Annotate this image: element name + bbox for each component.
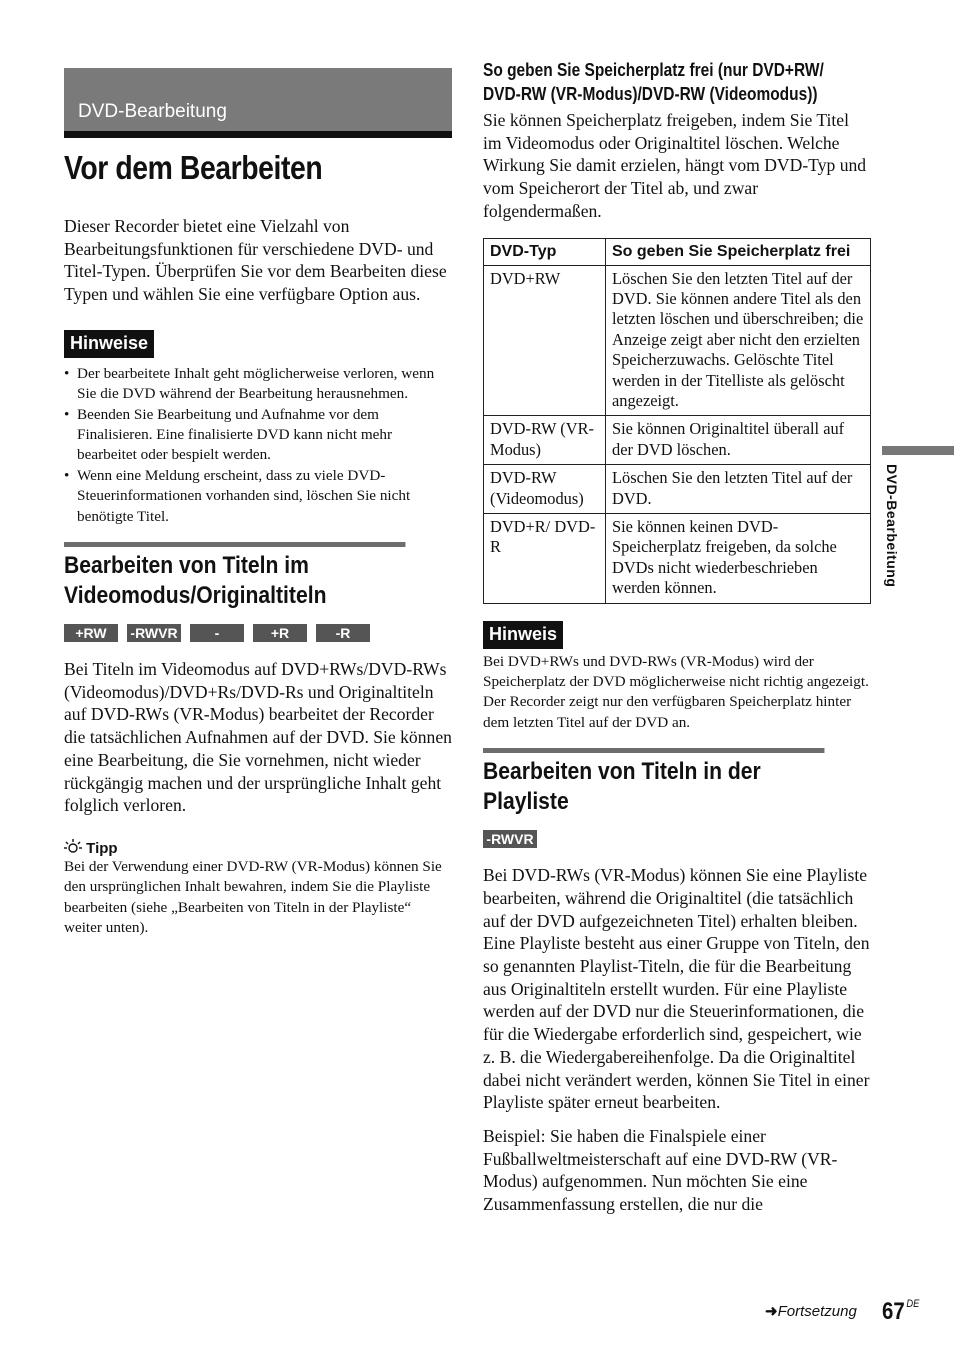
left-column (64, 68, 452, 939)
badge-minus-r: -R (316, 624, 370, 642)
heading-free-space (483, 58, 824, 106)
playlist-badges (483, 830, 871, 848)
table-cell: Sie können keinen DVD-Speicherplatz freigeben, da solche DVDs nicht wiederbeschrieben werden können. (606, 513, 871, 603)
table-header-row (484, 238, 871, 265)
page-title: Vor dem Bearbeiten (64, 149, 323, 186)
video-mode-paragraph: Bei Titeln im Videomodus auf DVD+RWs/DVD-RWs (Videomodus)/DVD+Rs/DVD-Rs und Originaltiteln auf DVD-RWs (VR-Modus) bearbeitet der Recorder die tatsächlichen Aufnahmen auf der DVD. Sie können eine Bearbeitung, die Sie vornehmen, nicht wieder rückgängig machen und der ursprüngliche Inhalt geht folglich verloren. (64, 659, 452, 816)
notes-list (64, 364, 452, 527)
playlist-paragraph: Bei DVD-RWs (VR-Modus) können Sie eine Playliste bearbeiten, während die Originaltitel (die tatsächlich auf der DVD aufgezeichneten Titel) erhalten bleiben. Eine Playliste besteht aus einer Gruppe von Titeln, den so genannten Playlist-Titeln, die für die Bearbeitung aus Originaltiteln erstellt wurden. Für eine Playliste werden auf der DVD nur die Steuerinformationen, die für die Wiedergabe erforderlich sind, gespeichert, wie z. B. die Wiedergabereihenfolge. Da die Originaltitel dabei nicht verändert werden, können Sie Titel in einer Playliste später erneut bearbeiten. (483, 865, 870, 1113)
note-item: • Wenn eine Meldung erscheint, dass zu viele DVD-Steuerinformationen vorhanden sind, löschen Sie nicht benötigte Titel. (64, 466, 452, 527)
badge-minus-rw-vr: -RWVR (127, 624, 181, 642)
badge-plus-r: +R (253, 624, 307, 642)
example-paragraph: Beispiel: Sie haben die Finalspiele einer Fußballweltmeisterschaft auf eine DVD-RW (VR-Modus) aufgenommen. Nun möchten Sie eine Zusammenfassung erstellen, die nur die (483, 1125, 838, 1215)
tip-heading (64, 839, 452, 857)
badge-minus-rw-video: -RWVideo (190, 625, 251, 660)
lightbulb-icon (64, 840, 86, 857)
notes-label: Hinweise (64, 330, 154, 358)
tip-paragraph: Bei der Verwendung einer DVD-RW (VR-Modus) können Sie den ursprünglichen Inhalt bewahren, indem Sie die Playliste bearbeiten (siehe „Bearbeiten von Titeln in der Playliste“ weiter unten). (64, 857, 442, 937)
badge-plus-rw: +RW (64, 624, 118, 642)
side-section-label: DVD-Bearbeitung (884, 464, 900, 588)
page-number-value: 67 (882, 1298, 905, 1325)
table-cell: DVD+RW (484, 265, 606, 416)
note-label: Hinweis (483, 621, 563, 649)
heading-video-mode (64, 542, 405, 611)
continued-indicator (765, 1302, 857, 1320)
heading-free-space-line2: DVD-RW (VR-Modus)/DVD-RW (Videomodus)) (483, 84, 818, 104)
table-row (484, 465, 871, 514)
notes-section (64, 330, 452, 527)
table-cell: Löschen Sie den letzten Titel auf der DVD. (606, 465, 871, 514)
heading-playlist-line2: Playliste (483, 788, 569, 816)
right-column (483, 58, 871, 1216)
arrow-right-icon: ➜ (765, 1303, 778, 1320)
heading-playlist-line1: Bearbeiten von Titeln in der (483, 758, 761, 786)
badge-minus-rw-vr: -RWVR (483, 830, 537, 848)
table-header-dvd-type: DVD-Typ (484, 238, 606, 265)
table-row (484, 265, 871, 416)
table-row (484, 513, 871, 603)
side-tab-marker (882, 446, 954, 455)
page-number-suffix: DE (906, 1298, 920, 1310)
table-cell: Löschen Sie den letzten Titel auf der DVD. Sie können andere Titel als den letzten löschen und überschreiben; die Anzeige zeigt aber nicht den erzielten Speicherzuwachs. Gelöschte Titel werden in der Titelliste als gelöscht angezeigt. (606, 265, 871, 416)
note-section (483, 621, 871, 734)
note-item: • Beenden Sie Bearbeitung und Aufnahme vor dem Finalisieren. Eine finalisierte DVD kann nicht mehr bearbeitet oder bespielt werden. (64, 405, 452, 466)
table-row (484, 416, 871, 465)
heading-free-space-line1: So geben Sie Speicherplatz frei (nur DVD+RW/ (483, 60, 824, 80)
heading-video-line1: Bearbeiten von Titeln im (64, 552, 309, 580)
table-cell: DVD-RW (Videomodus) (484, 465, 606, 514)
note-paragraph: Bei DVD+RWs und DVD-RWs (VR-Modus) wird der Speicherplatz der DVD möglicherweise nicht richtig angezeigt. Der Recorder zeigt nur den verfügbaren Speicherplatz hinter dem letzten Titel auf der DVD an. (483, 652, 869, 731)
table-cell: DVD+R/ DVD-R (484, 513, 606, 603)
tip-section (64, 839, 452, 939)
free-space-paragraph: Sie können Speicherplatz freigeben, indem Sie Titel im Videomodus oder Originaltitel löschen. Welche Wirkung Sie damit erzielen, hängt vom DVD-Typ und vom Speicherort der Titel ab, und zwar folgendermaßen. (483, 110, 867, 221)
note-item: • Der bearbeitete Inhalt geht möglicherweise verloren, wenn Sie die DVD während der Bearbeitung herausnehmen. (64, 364, 452, 405)
continued-label: Fortsetzung (777, 1303, 857, 1320)
table-cell: DVD-RW (VR-Modus) (484, 416, 606, 465)
section-banner-label: DVD-Bearbeitung (78, 101, 227, 122)
table-header-method: So geben Sie Speicherplatz frei (606, 238, 871, 265)
section-banner (64, 68, 452, 138)
disc-type-badges (64, 624, 452, 660)
heading-playlist (483, 748, 824, 817)
page-number (882, 1298, 919, 1326)
heading-video-line2: Videomodus/Originaltiteln (64, 582, 327, 610)
dvd-type-table (483, 238, 871, 604)
intro-paragraph: Dieser Recorder bietet eine Vielzahl von Bearbeitungsfunktionen für verschiedene DVD- und Titel-Typen. Überprüfen Sie vor dem Bearbeiten diese Typen und wählen Sie eine verfügbare Option aus. (64, 216, 447, 305)
table-cell: Sie können Originaltitel überall auf der DVD löschen. (606, 416, 871, 465)
tip-label: Tipp (86, 839, 118, 857)
